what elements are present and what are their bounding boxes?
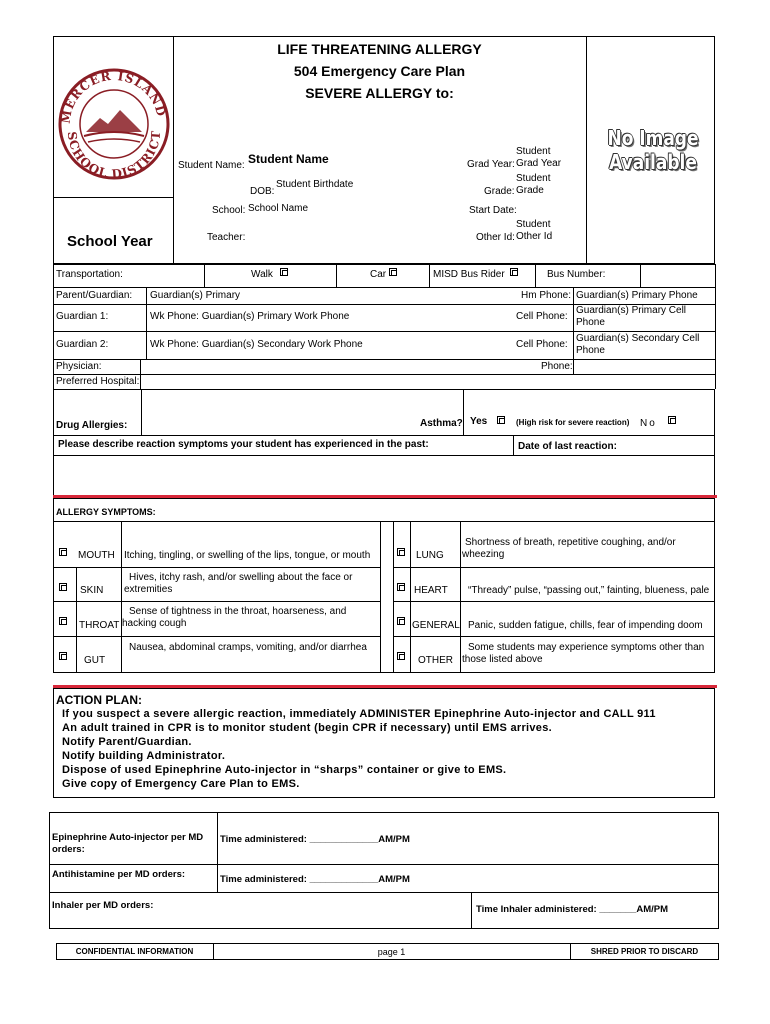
asthma-no-label: No [640, 418, 657, 429]
grad-year-value[interactable]: Student Grad Year [516, 146, 562, 169]
throat-checkbox[interactable] [59, 617, 67, 625]
student-name-label: Student Name: [178, 160, 245, 171]
school-label: School: [212, 205, 246, 216]
high-risk-note: (High risk for severe reaction) [516, 418, 630, 427]
sym-left-h2 [53, 601, 381, 602]
lung-checkbox[interactable] [397, 548, 405, 556]
mouth-label: MOUTH [78, 550, 115, 561]
skin-desc: Hives, itchy rash, and/or swelling about the face or extremities [124, 572, 353, 595]
action-plan-heading: ACTION PLAN: [56, 693, 142, 707]
meds-line-1 [49, 864, 719, 865]
guardian1-cell-value[interactable]: Guardian(s) Primary Cell Phone [576, 305, 687, 328]
sym-left-h3 [53, 636, 381, 637]
dob-value[interactable]: Student Birthdate [276, 179, 354, 190]
sym-right-v1 [410, 521, 411, 673]
asthma-yes-checkbox[interactable] [497, 416, 505, 424]
grade-label: Grade: [484, 186, 515, 197]
antihistamine-time[interactable]: Time administered: _____________AM/PM [220, 874, 410, 885]
general-label: GENERAL [412, 620, 460, 631]
lung-desc: Shortness of breath, repetitive coughing, and/or wheezing [462, 537, 676, 560]
symptoms-heading-line [53, 521, 715, 522]
heart-label: HEART [414, 585, 448, 596]
grid-v-label [146, 287, 147, 359]
school-year-label: School Year [67, 233, 153, 250]
no-image-placeholder: No Image Available [607, 126, 699, 174]
school-value[interactable]: School Name [248, 203, 309, 214]
sym-right-h1 [393, 567, 715, 568]
throat-label: THROAT [79, 620, 120, 631]
gut-desc: Nausea, abdominal cramps, vomiting, and/or diarrhea [129, 642, 367, 653]
sym-right-v0 [393, 521, 394, 673]
date-divider [513, 435, 514, 455]
confidential-label: CONFIDENTIAL INFORMATION [75, 947, 194, 956]
grade-value[interactable]: Student Grade [516, 173, 551, 196]
meds-line-2 [49, 892, 719, 893]
bus-number-label: Bus Number: [547, 269, 606, 280]
parent-value[interactable]: Guardian(s) Primary [150, 290, 241, 301]
guardian2-cell-value[interactable]: Guardian(s) Secondary Cell Phone [576, 333, 700, 356]
last-reaction-label: Date of last reaction: [518, 441, 617, 452]
meds-v-2 [471, 892, 472, 929]
epinephrine-time[interactable]: Time administered: _____________AM/PM [220, 834, 410, 845]
mouth-checkbox[interactable] [59, 548, 67, 556]
sym-left-v3 [380, 521, 381, 673]
asthma-yes-label: Yes [470, 416, 488, 427]
dob-label: DOB: [250, 186, 275, 197]
action-step-5: Dispose of used Epinephrine Auto-injector in “sharps” container or give to EMS. [62, 764, 507, 776]
misd-bus-label: MISD Bus Rider [433, 269, 505, 280]
other-id-label: Other Id: [476, 232, 515, 243]
heart-checkbox[interactable] [397, 583, 405, 591]
title-line-2: 504 Emergency Care Plan [293, 63, 466, 79]
hospital-label: Preferred Hospital: [56, 376, 140, 387]
other-checkbox[interactable] [397, 652, 405, 660]
sym-right-h3 [393, 636, 715, 637]
photo-divider [586, 36, 587, 264]
general-desc: Panic, sudden fatigue, chills, fear of impending doom [468, 620, 703, 631]
sym-right-h2 [393, 601, 715, 602]
action-step-3: Notify Parent/Guardian. [62, 736, 192, 748]
page-number: page 1 [377, 947, 406, 957]
guardian1-cell-label: Cell Phone: [516, 311, 568, 322]
title-line-3: SEVERE ALLERGY to: [305, 85, 454, 101]
action-step-2: An adult trained in CPR is to monitor student (begin CPR if necessary) until EMS arrives. [62, 722, 552, 734]
inhaler-time[interactable]: Time Inhaler administered: _______AM/PM [476, 904, 669, 915]
other-desc: Some students may experience symptoms other than those listed above [462, 642, 705, 665]
drug-divider [141, 389, 142, 435]
heart-desc: “Thready” pulse, “passing out,” fainting, blueness, pale [468, 585, 710, 596]
district-seal-logo [58, 62, 170, 180]
grid-v-busnum-field [640, 264, 641, 287]
general-checkbox[interactable] [397, 617, 405, 625]
teacher-label: Teacher: [207, 232, 246, 243]
antihistamine-label: Antihistamine per MD orders: [52, 869, 186, 880]
allergy-line [53, 435, 715, 436]
svg-text:MERCER ISLAND: MERCER ISLAND [58, 68, 169, 125]
grid-line-4 [53, 359, 715, 360]
grid-right [715, 264, 716, 389]
grad-year-label: Grad Year: [467, 159, 515, 170]
grid-line-3 [53, 331, 715, 332]
guardian2-label: Guardian 2: [56, 339, 109, 350]
throat-desc: Sense of tightness in the throat, hoarseness, and hacking cough [122, 606, 347, 629]
symptoms-heading: ALLERGY SYMPTOMS: [56, 507, 156, 517]
guardian2-work-phone[interactable]: Wk Phone: Guardian(s) Secondary Work Phone [150, 339, 363, 350]
svg-text:SCHOOL DISTRICT: SCHOOL DISTRICT [64, 129, 164, 180]
describe-reaction-label: Please describe reaction symptoms your student has experienced in the past: [58, 439, 429, 450]
grid-top [53, 264, 715, 265]
sym-left-v1 [76, 567, 77, 673]
parent-label: Parent/Guardian: [56, 290, 133, 301]
gut-label: GUT [84, 655, 106, 666]
car-checkbox[interactable] [389, 268, 397, 276]
guardian2-cell-label: Cell Phone: [516, 339, 568, 350]
inhaler-label: Inhaler per MD orders: [52, 900, 154, 911]
drug-allergies-label: Drug Allergies: [56, 420, 128, 431]
logo-bottom-line [53, 197, 173, 198]
lung-label: LUNG [416, 550, 444, 561]
gut-checkbox[interactable] [59, 652, 67, 660]
grid-line-5 [53, 374, 715, 375]
shred-label: SHRED PRIOR TO DISCARD [590, 947, 699, 956]
guardian1-label: Guardian 1: [56, 311, 109, 322]
grid-left [53, 264, 54, 389]
epinephrine-label: Epinephrine Auto-injector per MD orders: [52, 832, 204, 855]
action-step-6: Give copy of Emergency Care Plan to EMS. [62, 778, 300, 790]
action-step-4: Notify building Administrator. [62, 750, 226, 762]
misd-bus-checkbox[interactable] [510, 268, 518, 276]
grid-v-physician [140, 359, 141, 389]
skin-checkbox[interactable] [59, 583, 67, 591]
walk-label: Walk [251, 269, 273, 280]
physician-label: Physician: [56, 361, 102, 372]
physician-phone-label: Phone: [541, 361, 573, 372]
asthma-no-checkbox[interactable] [668, 416, 676, 424]
hm-phone-label: Hm Phone: [521, 290, 572, 301]
asthma-divider [463, 389, 464, 435]
meds-v-1 [217, 812, 218, 892]
grid-v-walk [204, 264, 205, 287]
asthma-label: Asthma? [420, 418, 463, 429]
car-label: Car [370, 269, 387, 280]
hm-phone-value[interactable]: Guardian(s) Primary Phone [576, 290, 698, 301]
skin-label: SKIN [80, 585, 104, 596]
grid-v-car [336, 264, 337, 287]
title-line-1: LIFE THREATENING ALLERGY [277, 41, 482, 57]
other-id-value[interactable]: Student Other Id [516, 219, 553, 242]
transportation-label: Transportation: [56, 269, 123, 280]
sym-right-v2 [460, 521, 461, 673]
student-name-value[interactable]: Student Name [248, 152, 329, 166]
sym-left-h1 [53, 567, 381, 568]
grid-v-phone [573, 287, 574, 374]
grid-v-busnum [535, 264, 536, 287]
describe-line [53, 455, 715, 456]
grid-line-1 [53, 287, 715, 288]
grid-v-bus [429, 264, 430, 287]
action-step-1: If you suspect a severe allergic reaction, immediately ADMINISTER Epinephrine Auto-injector and CALL 911 [62, 708, 656, 720]
guardian1-work-phone[interactable]: Wk Phone: Guardian(s) Primary Work Phone [150, 311, 350, 322]
start-date-label: Start Date: [469, 205, 517, 216]
mouth-desc: Itching, tingling, or swelling of the lips, tongue, or mouth [124, 550, 371, 561]
walk-checkbox[interactable] [280, 268, 288, 276]
other-label: OTHER [418, 655, 453, 666]
